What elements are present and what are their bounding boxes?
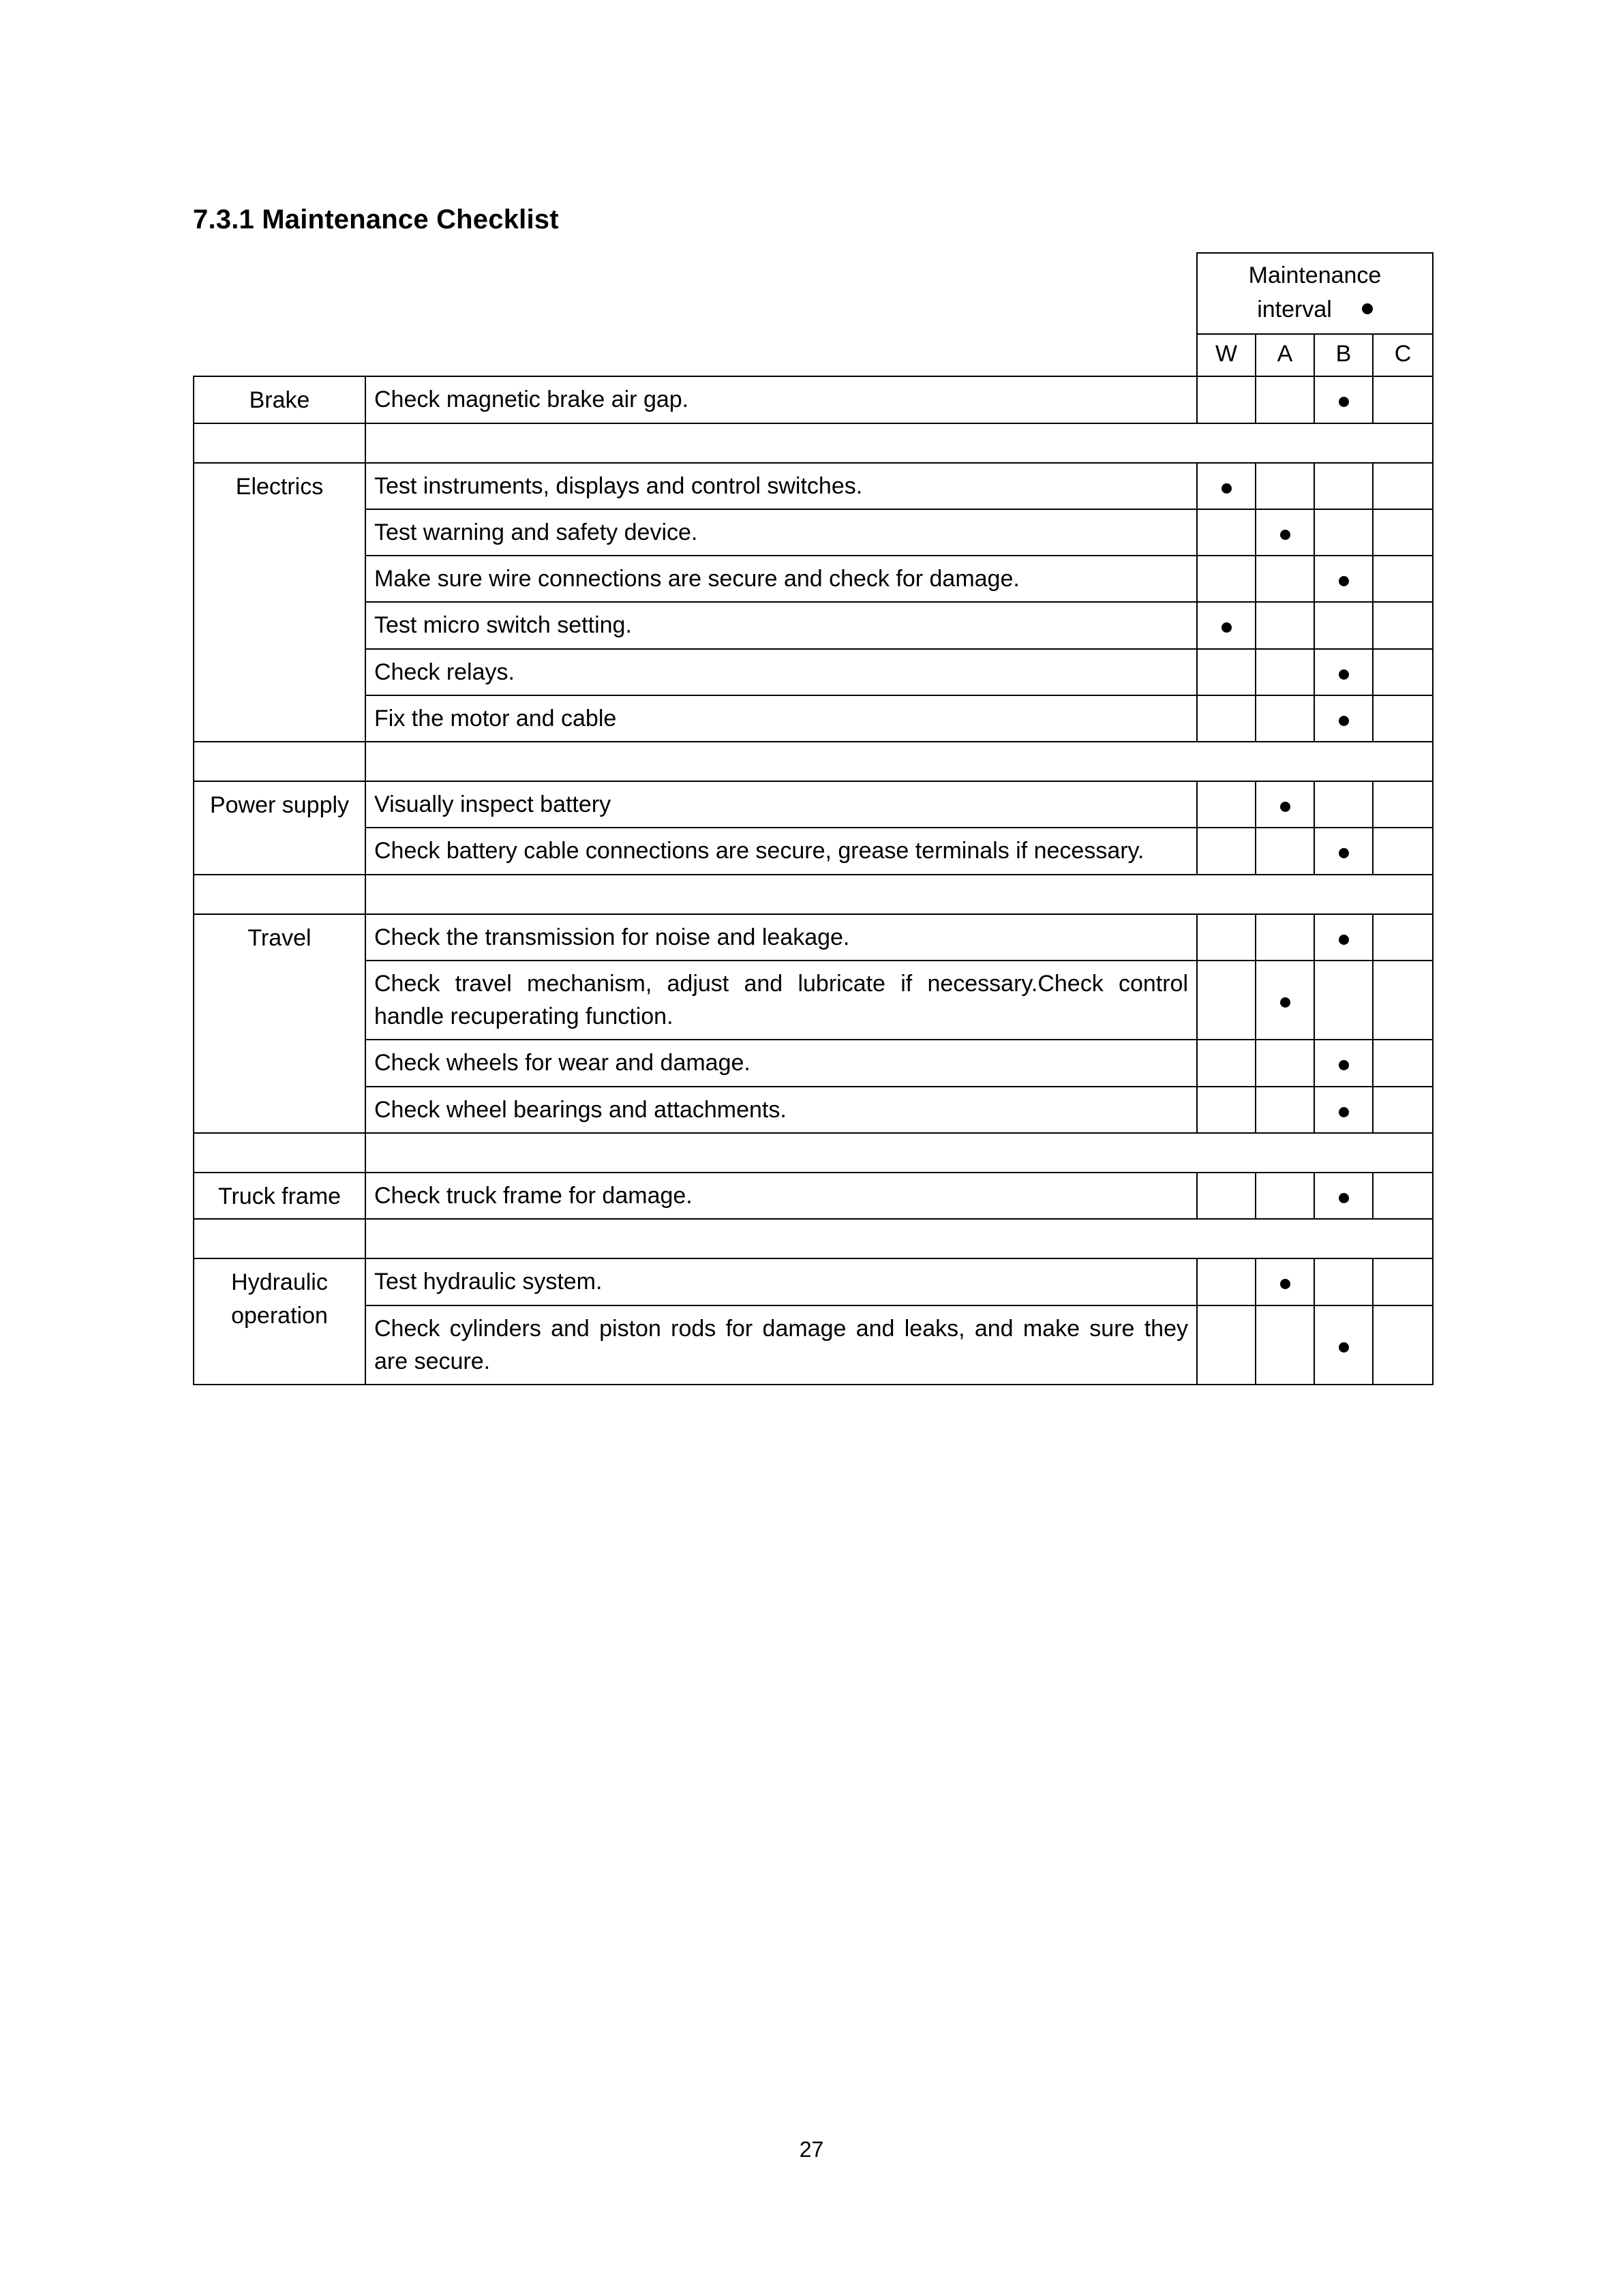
interval-mark-a[interactable] <box>1256 695 1314 742</box>
table-row <box>194 1258 1433 1305</box>
task-description-cell: Check cylinders and piston rods for damage and leaks, and make sure they are secure. <box>365 1305 1197 1385</box>
checkmark-dot-icon <box>1339 848 1349 858</box>
category-cell: Brake <box>194 376 365 423</box>
interval-mark-b[interactable] <box>1314 1258 1373 1305</box>
spacer-task-cell <box>365 1219 1433 1258</box>
task-description-cell: Test warning and safety device. <box>365 509 1197 556</box>
interval-header-bullet-icon <box>1362 303 1373 314</box>
interval-mark-c[interactable] <box>1373 1087 1433 1133</box>
maintenance-checklist-table <box>193 252 1434 1385</box>
spacer-category-cell <box>194 875 365 914</box>
interval-mark-w[interactable] <box>1197 556 1256 602</box>
table-spacer-row <box>194 423 1433 463</box>
task-description-cell: Check battery cable connections are secure, grease terminals if necessary. <box>365 828 1197 874</box>
task-description-cell: Fix the motor and cable <box>365 695 1197 742</box>
spacer-task-cell <box>365 875 1433 914</box>
checkmark-dot-icon <box>1222 483 1232 494</box>
checkmark-dot-icon <box>1339 1193 1349 1203</box>
interval-mark-c[interactable] <box>1373 1305 1433 1385</box>
page-title: 7.3.1 Maintenance Checklist <box>193 205 559 235</box>
checkmark-dot-icon <box>1339 669 1349 680</box>
interval-mark-b[interactable] <box>1314 914 1373 961</box>
interval-mark-a[interactable] <box>1256 961 1314 1040</box>
interval-mark-w[interactable] <box>1197 828 1256 874</box>
interval-mark-b[interactable] <box>1314 828 1373 874</box>
interval-mark-w[interactable] <box>1197 914 1256 961</box>
interval-mark-c[interactable] <box>1373 509 1433 556</box>
task-description-cell: Test hydraulic system. <box>365 1258 1197 1305</box>
table-spacer-row <box>194 1219 1433 1258</box>
interval-mark-b[interactable] <box>1314 602 1373 648</box>
interval-mark-c[interactable] <box>1373 376 1433 423</box>
interval-mark-a[interactable] <box>1256 781 1314 828</box>
task-description-cell: Visually inspect battery <box>365 781 1197 828</box>
interval-mark-b[interactable] <box>1314 649 1373 695</box>
table-row <box>194 1040 1433 1086</box>
interval-mark-b[interactable] <box>1314 695 1373 742</box>
interval-mark-a[interactable] <box>1256 556 1314 602</box>
table-row <box>194 463 1433 509</box>
interval-mark-a[interactable] <box>1256 1173 1314 1219</box>
interval-mark-c[interactable] <box>1373 1040 1433 1086</box>
table-row <box>194 649 1433 695</box>
table-row <box>194 1173 1433 1219</box>
interval-mark-c[interactable] <box>1373 556 1433 602</box>
table-row <box>194 828 1433 874</box>
category-cell: Power supply <box>194 781 365 875</box>
checkmark-dot-icon <box>1280 802 1290 812</box>
interval-mark-c[interactable] <box>1373 1173 1433 1219</box>
checkmark-dot-icon <box>1222 622 1232 633</box>
checkmark-dot-icon <box>1339 397 1349 407</box>
column-header-w: W <box>1197 334 1256 376</box>
interval-mark-w[interactable] <box>1197 781 1256 828</box>
interval-mark-w[interactable] <box>1197 509 1256 556</box>
spacer-task-cell <box>365 1133 1433 1173</box>
task-description-cell: Check wheel bearings and attachments. <box>365 1087 1197 1133</box>
interval-mark-b[interactable] <box>1314 376 1373 423</box>
interval-mark-w[interactable] <box>1197 1040 1256 1086</box>
interval-mark-c[interactable] <box>1373 914 1433 961</box>
column-header-c: C <box>1373 334 1433 376</box>
task-description-cell: Test instruments, displays and control switches. <box>365 463 1197 509</box>
interval-mark-a[interactable] <box>1256 1040 1314 1086</box>
table-row <box>194 1087 1433 1133</box>
category-cell: Travel <box>194 914 365 1133</box>
spacer-task-cell <box>365 423 1433 463</box>
interval-mark-b[interactable] <box>1314 556 1373 602</box>
header-spacer-cell <box>194 253 1197 334</box>
table-spacer-row <box>194 875 1433 914</box>
column-header-a: A <box>1256 334 1314 376</box>
table-row <box>194 961 1433 1040</box>
task-description-cell: Make sure wire connections are secure and check for damage. <box>365 556 1197 602</box>
category-cell: Hydraulic operation <box>194 1258 365 1385</box>
interval-mark-a[interactable] <box>1256 914 1314 961</box>
interval-mark-a[interactable] <box>1256 509 1314 556</box>
interval-mark-w[interactable] <box>1197 1258 1256 1305</box>
interval-mark-w[interactable] <box>1197 1305 1256 1385</box>
table-row <box>194 509 1433 556</box>
spacer-category-cell <box>194 423 365 463</box>
interval-mark-b[interactable] <box>1314 781 1373 828</box>
interval-header-line-2 <box>1204 293 1425 327</box>
table-row <box>194 695 1433 742</box>
table-spacer-row <box>194 742 1433 781</box>
interval-mark-a[interactable] <box>1256 463 1314 509</box>
interval-mark-w[interactable] <box>1197 961 1256 1040</box>
table-header-row-columns <box>194 334 1433 376</box>
interval-mark-b[interactable] <box>1314 961 1373 1040</box>
checkmark-dot-icon <box>1280 530 1290 540</box>
table-row <box>194 1305 1433 1385</box>
task-description-cell: Check magnetic brake air gap. <box>365 376 1197 423</box>
checkmark-dot-icon <box>1339 1342 1349 1353</box>
table-row <box>194 602 1433 648</box>
table-row <box>194 914 1433 961</box>
interval-mark-b[interactable] <box>1314 463 1373 509</box>
interval-mark-c[interactable] <box>1373 961 1433 1040</box>
interval-mark-b[interactable] <box>1314 1305 1373 1385</box>
interval-mark-w[interactable] <box>1197 1087 1256 1133</box>
interval-mark-a[interactable] <box>1256 828 1314 874</box>
table-row <box>194 376 1433 423</box>
task-description-cell: Test micro switch setting. <box>365 602 1197 648</box>
spacer-category-cell <box>194 1133 365 1173</box>
interval-mark-a[interactable] <box>1256 1305 1314 1385</box>
checkmark-dot-icon <box>1339 1107 1349 1117</box>
interval-mark-c[interactable] <box>1373 1258 1433 1305</box>
checkmark-dot-icon <box>1339 1060 1349 1070</box>
interval-mark-a[interactable] <box>1256 649 1314 695</box>
spacer-task-cell <box>365 742 1433 781</box>
interval-mark-w[interactable] <box>1197 376 1256 423</box>
table-spacer-row <box>194 1133 1433 1173</box>
page-number: 27 <box>799 2137 824 2162</box>
interval-mark-b[interactable] <box>1314 509 1373 556</box>
maintenance-interval-header <box>1197 253 1433 334</box>
interval-mark-c[interactable] <box>1373 463 1433 509</box>
interval-mark-c[interactable] <box>1373 781 1433 828</box>
task-description-cell: Check truck frame for damage. <box>365 1173 1197 1219</box>
interval-mark-c[interactable] <box>1373 828 1433 874</box>
table-row <box>194 781 1433 828</box>
checkmark-dot-icon <box>1280 997 1290 1008</box>
interval-mark-a[interactable] <box>1256 376 1314 423</box>
header-spacer-cell <box>194 334 1197 376</box>
interval-mark-w[interactable] <box>1197 695 1256 742</box>
interval-mark-c[interactable] <box>1373 649 1433 695</box>
interval-mark-c[interactable] <box>1373 602 1433 648</box>
category-cell: Electrics <box>194 463 365 742</box>
task-description-cell: Check the transmission for noise and leakage. <box>365 914 1197 961</box>
task-description-cell: Check travel mechanism, adjust and lubricate if necessary.Check control handle recuperating function. <box>365 961 1197 1040</box>
interval-mark-a[interactable] <box>1256 1258 1314 1305</box>
category-cell: Truck frame <box>194 1173 365 1219</box>
table-header-row-interval <box>194 253 1433 334</box>
interval-header-label: interval <box>1257 296 1332 322</box>
interval-mark-c[interactable] <box>1373 695 1433 742</box>
checkmark-dot-icon <box>1280 1279 1290 1289</box>
task-description-cell: Check wheels for wear and damage. <box>365 1040 1197 1086</box>
interval-mark-w[interactable] <box>1197 602 1256 648</box>
interval-mark-w[interactable] <box>1197 649 1256 695</box>
checkmark-dot-icon <box>1339 716 1349 726</box>
interval-header-line-1: Maintenance <box>1248 262 1382 288</box>
interval-mark-w[interactable] <box>1197 463 1256 509</box>
checkmark-dot-icon <box>1339 935 1349 945</box>
column-header-b: B <box>1314 334 1373 376</box>
interval-mark-b[interactable] <box>1314 1087 1373 1133</box>
interval-mark-w[interactable] <box>1197 1173 1256 1219</box>
checkmark-dot-icon <box>1339 576 1349 586</box>
table-row <box>194 556 1433 602</box>
interval-mark-b[interactable] <box>1314 1040 1373 1086</box>
interval-mark-a[interactable] <box>1256 1087 1314 1133</box>
interval-mark-a[interactable] <box>1256 602 1314 648</box>
task-description-cell: Check relays. <box>365 649 1197 695</box>
spacer-category-cell <box>194 1219 365 1258</box>
spacer-category-cell <box>194 742 365 781</box>
interval-mark-b[interactable] <box>1314 1173 1373 1219</box>
